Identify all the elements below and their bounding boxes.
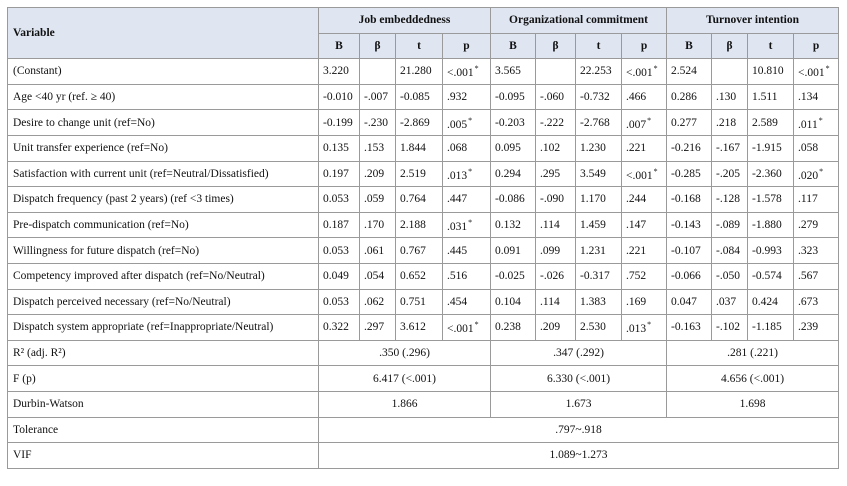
b-value-cell: 0.091: [491, 238, 536, 264]
beta-value-cell: -.167: [712, 135, 748, 161]
overall-value: 1.089~1.273: [319, 443, 839, 469]
b-value-cell: -0.066: [667, 263, 712, 289]
p-value: .932: [447, 91, 468, 104]
table-row: [8, 238, 839, 264]
t-value-cell: 0.424: [748, 289, 794, 315]
table-row: [8, 135, 839, 161]
beta-value-cell: .130: [712, 84, 748, 110]
p-value-cell: [622, 135, 667, 161]
t-value-cell: 1.459: [576, 212, 622, 238]
table-row: [8, 212, 839, 238]
subcolumn-header-b: B: [491, 33, 536, 59]
table-row: [8, 263, 839, 289]
beta-value-cell: [712, 59, 748, 85]
significance-marker: *: [468, 218, 473, 228]
b-value-cell: -0.168: [667, 187, 712, 213]
group-header-organizational-commitment: Organizational commitment: [491, 8, 667, 34]
b-value-cell: -0.010: [319, 84, 360, 110]
b-value-cell: -0.095: [491, 84, 536, 110]
p-value-cell: [794, 289, 839, 315]
p-value-cell: [794, 212, 839, 238]
summary-value: 1.673: [491, 391, 667, 417]
summary-value: 4.656 (<.001): [667, 366, 839, 392]
row-label: Unit transfer experience (ref=No): [8, 135, 319, 161]
p-value: <.001: [447, 67, 474, 80]
beta-value-cell: -.102: [712, 315, 748, 341]
beta-value-cell: -.007: [360, 84, 396, 110]
p-value-cell: [622, 289, 667, 315]
p-value-cell: [443, 84, 491, 110]
summary-value: .350 (.296): [319, 340, 491, 366]
t-value-cell: 1.383: [576, 289, 622, 315]
subcolumn-header-p: p: [622, 33, 667, 59]
summary-row: [8, 391, 839, 417]
t-value-cell: -2.768: [576, 110, 622, 136]
t-value-cell: 3.612: [396, 315, 443, 341]
subcolumn-header-p: p: [443, 33, 491, 59]
p-value: .752: [626, 270, 647, 283]
b-value-cell: 0.132: [491, 212, 536, 238]
t-value-cell: 22.253: [576, 59, 622, 85]
p-value-cell: [622, 238, 667, 264]
p-value: .279: [798, 219, 819, 232]
p-value-cell: [443, 289, 491, 315]
p-value-cell: [443, 263, 491, 289]
b-value-cell: 0.053: [319, 238, 360, 264]
b-value-cell: -0.086: [491, 187, 536, 213]
t-value-cell: -0.085: [396, 84, 443, 110]
t-value-cell: 1.230: [576, 135, 622, 161]
t-value-cell: 1.231: [576, 238, 622, 264]
p-value-cell: [794, 59, 839, 85]
t-value-cell: -1.880: [748, 212, 794, 238]
p-value: .117: [798, 193, 818, 206]
table-row: [8, 59, 839, 85]
row-label: Dispatch perceived necessary (ref=No/Neutral): [8, 289, 319, 315]
p-value-cell: [794, 315, 839, 341]
beta-value-cell: -.128: [712, 187, 748, 213]
beta-value-cell: -.230: [360, 110, 396, 136]
overall-row: [8, 443, 839, 469]
table-row: [8, 187, 839, 213]
p-value-cell: [443, 187, 491, 213]
subcolumn-header-beta: β: [712, 33, 748, 59]
overall-value: .797~.918: [319, 417, 839, 443]
t-value-cell: -0.574: [748, 263, 794, 289]
p-value-cell: [794, 135, 839, 161]
t-value-cell: 10.810: [748, 59, 794, 85]
p-value-cell: [794, 238, 839, 264]
b-value-cell: 0.294: [491, 161, 536, 187]
t-value-cell: 0.751: [396, 289, 443, 315]
p-value: .169: [626, 295, 647, 308]
subcolumn-header-b: B: [319, 33, 360, 59]
overall-label: Tolerance: [8, 417, 319, 443]
p-value: <.001: [626, 169, 653, 182]
summary-row: [8, 366, 839, 392]
summary-value: .281 (.221): [667, 340, 839, 366]
row-label: Competency improved after dispatch (ref=No/Neutral): [8, 263, 319, 289]
b-value-cell: -0.216: [667, 135, 712, 161]
beta-value-cell: -.050: [712, 263, 748, 289]
table-body: [8, 59, 839, 469]
p-value: .007: [626, 118, 647, 131]
beta-value-cell: -.222: [536, 110, 576, 136]
beta-value-cell: .218: [712, 110, 748, 136]
t-value-cell: -0.317: [576, 263, 622, 289]
subcolumn-header-b: B: [667, 33, 712, 59]
group-header-job-embeddedness: Job embeddedness: [319, 8, 491, 34]
subcolumn-header-beta: β: [360, 33, 396, 59]
p-value-cell: [443, 212, 491, 238]
p-value: .323: [798, 244, 819, 257]
t-value-cell: -2.869: [396, 110, 443, 136]
b-value-cell: 0.053: [319, 187, 360, 213]
b-value-cell: 0.187: [319, 212, 360, 238]
table-row: [8, 84, 839, 110]
overall-label: VIF: [8, 443, 319, 469]
row-label: Dispatch frequency (past 2 years) (ref <3 times): [8, 187, 319, 213]
beta-value-cell: .114: [536, 212, 576, 238]
b-value-cell: 3.565: [491, 59, 536, 85]
beta-value-cell: .099: [536, 238, 576, 264]
t-value-cell: -0.993: [748, 238, 794, 264]
beta-value-cell: [360, 59, 396, 85]
p-value: .239: [798, 321, 819, 334]
t-value-cell: 2.519: [396, 161, 443, 187]
p-value: .466: [626, 91, 647, 104]
p-value: .673: [798, 295, 819, 308]
summary-value: .347 (.292): [491, 340, 667, 366]
p-value-cell: [794, 84, 839, 110]
significance-marker: *: [647, 115, 652, 125]
table-row: [8, 161, 839, 187]
regression-table-container: [7, 7, 839, 469]
p-value-cell: [443, 110, 491, 136]
t-value-cell: 1.511: [748, 84, 794, 110]
subcolumn-header-t: t: [396, 33, 443, 59]
p-value-cell: [622, 84, 667, 110]
b-value-cell: 0.053: [319, 289, 360, 315]
beta-value-cell: -.089: [712, 212, 748, 238]
p-value: .068: [447, 142, 468, 155]
t-value-cell: 0.652: [396, 263, 443, 289]
b-value-cell: 0.047: [667, 289, 712, 315]
significance-marker: *: [818, 115, 823, 125]
p-value: .147: [626, 219, 647, 232]
beta-value-cell: -.084: [712, 238, 748, 264]
b-value-cell: -0.107: [667, 238, 712, 264]
summary-row: [8, 340, 839, 366]
summary-label: R² (adj. R²): [8, 340, 319, 366]
row-label: Dispatch system appropriate (ref=Inappropriate/Neutral): [8, 315, 319, 341]
summary-value: 1.698: [667, 391, 839, 417]
table-row: [8, 110, 839, 136]
t-value-cell: 2.589: [748, 110, 794, 136]
beta-value-cell: .061: [360, 238, 396, 264]
summary-value: 1.866: [319, 391, 491, 417]
p-value: .567: [798, 270, 819, 283]
p-value-cell: [443, 161, 491, 187]
b-value-cell: 2.524: [667, 59, 712, 85]
t-value-cell: 21.280: [396, 59, 443, 85]
subcolumn-header-t: t: [748, 33, 794, 59]
p-value-cell: [622, 110, 667, 136]
summary-label: F (p): [8, 366, 319, 392]
b-value-cell: -0.285: [667, 161, 712, 187]
p-value-cell: [443, 238, 491, 264]
p-value: <.001: [798, 67, 825, 80]
p-value: .031: [447, 221, 468, 234]
p-value: .447: [447, 193, 468, 206]
significance-marker: *: [653, 64, 658, 74]
t-value-cell: -1.578: [748, 187, 794, 213]
p-value-cell: [622, 315, 667, 341]
t-value-cell: 0.767: [396, 238, 443, 264]
b-value-cell: -0.163: [667, 315, 712, 341]
beta-value-cell: .153: [360, 135, 396, 161]
significance-marker: *: [647, 320, 652, 330]
b-value-cell: -0.199: [319, 110, 360, 136]
b-value-cell: 0.049: [319, 263, 360, 289]
table-row: [8, 289, 839, 315]
subcolumn-header-beta: β: [536, 33, 576, 59]
p-value: <.001: [447, 323, 474, 336]
p-value: .058: [798, 142, 819, 155]
b-value-cell: 0.322: [319, 315, 360, 341]
summary-value: 6.330 (<.001): [491, 366, 667, 392]
b-value-cell: -0.025: [491, 263, 536, 289]
beta-value-cell: .114: [536, 289, 576, 315]
subcolumn-header-t: t: [576, 33, 622, 59]
p-value-cell: [794, 263, 839, 289]
beta-value-cell: .062: [360, 289, 396, 315]
p-value-cell: [794, 161, 839, 187]
row-label: Desire to change unit (ref=No): [8, 110, 319, 136]
p-value-cell: [794, 187, 839, 213]
p-value: .516: [447, 270, 468, 283]
t-value-cell: -0.732: [576, 84, 622, 110]
t-value-cell: 1.170: [576, 187, 622, 213]
summary-label: Durbin-Watson: [8, 391, 319, 417]
summary-value: 6.417 (<.001): [319, 366, 491, 392]
beta-value-cell: -.060: [536, 84, 576, 110]
p-value: .221: [626, 142, 647, 155]
beta-value-cell: .209: [360, 161, 396, 187]
p-value-cell: [622, 187, 667, 213]
t-value-cell: 2.530: [576, 315, 622, 341]
b-value-cell: -0.203: [491, 110, 536, 136]
b-value-cell: 0.135: [319, 135, 360, 161]
beta-value-cell: .209: [536, 315, 576, 341]
p-value-cell: [622, 212, 667, 238]
b-value-cell: 0.197: [319, 161, 360, 187]
p-value-cell: [443, 59, 491, 85]
t-value-cell: 0.764: [396, 187, 443, 213]
b-value-cell: 0.095: [491, 135, 536, 161]
beta-value-cell: -.026: [536, 263, 576, 289]
p-value: .011: [798, 118, 818, 131]
overall-row: [8, 417, 839, 443]
b-value-cell: 3.220: [319, 59, 360, 85]
row-label: Willingness for future dispatch (ref=No): [8, 238, 319, 264]
significance-marker: *: [825, 64, 830, 74]
beta-value-cell: [536, 59, 576, 85]
table-row: [8, 315, 839, 341]
b-value-cell: 0.238: [491, 315, 536, 341]
b-value-cell: -0.143: [667, 212, 712, 238]
p-value-cell: [443, 315, 491, 341]
beta-value-cell: .170: [360, 212, 396, 238]
t-value-cell: 1.844: [396, 135, 443, 161]
significance-marker: *: [819, 166, 824, 176]
b-value-cell: 0.104: [491, 289, 536, 315]
row-label: Age <40 yr (ref. ≥ 40): [8, 84, 319, 110]
beta-value-cell: .054: [360, 263, 396, 289]
table-header: [8, 8, 839, 59]
p-value: .454: [447, 295, 468, 308]
significance-marker: *: [474, 64, 479, 74]
p-value: .445: [447, 244, 468, 257]
p-value-cell: [443, 135, 491, 161]
beta-value-cell: .059: [360, 187, 396, 213]
beta-value-cell: .037: [712, 289, 748, 315]
t-value-cell: -2.360: [748, 161, 794, 187]
p-value: <.001: [626, 67, 653, 80]
p-value-cell: [622, 161, 667, 187]
row-label: (Constant): [8, 59, 319, 85]
group-header-turnover-intention: Turnover intention: [667, 8, 839, 34]
beta-value-cell: .102: [536, 135, 576, 161]
beta-value-cell: -.090: [536, 187, 576, 213]
t-value-cell: -1.915: [748, 135, 794, 161]
p-value: .005: [447, 118, 468, 131]
p-value: .221: [626, 244, 647, 257]
p-value: .020: [798, 169, 819, 182]
significance-marker: *: [468, 115, 473, 125]
p-value: .013: [447, 169, 468, 182]
t-value-cell: 3.549: [576, 161, 622, 187]
significance-marker: *: [653, 166, 658, 176]
t-value-cell: -1.185: [748, 315, 794, 341]
row-label: Satisfaction with current unit (ref=Neutral/Dissatisfied): [8, 161, 319, 187]
variable-header: Variable: [8, 8, 319, 59]
b-value-cell: 0.277: [667, 110, 712, 136]
significance-marker: *: [474, 320, 479, 330]
subcolumn-header-p: p: [794, 33, 839, 59]
t-value-cell: 2.188: [396, 212, 443, 238]
p-value-cell: [622, 263, 667, 289]
p-value: .244: [626, 193, 647, 206]
regression-table: [7, 7, 839, 469]
beta-value-cell: .295: [536, 161, 576, 187]
significance-marker: *: [468, 166, 473, 176]
beta-value-cell: .297: [360, 315, 396, 341]
b-value-cell: 0.286: [667, 84, 712, 110]
beta-value-cell: -.205: [712, 161, 748, 187]
p-value-cell: [622, 59, 667, 85]
p-value: .134: [798, 91, 819, 104]
p-value-cell: [794, 110, 839, 136]
p-value: .013: [626, 323, 647, 336]
row-label: Pre-dispatch communication (ref=No): [8, 212, 319, 238]
